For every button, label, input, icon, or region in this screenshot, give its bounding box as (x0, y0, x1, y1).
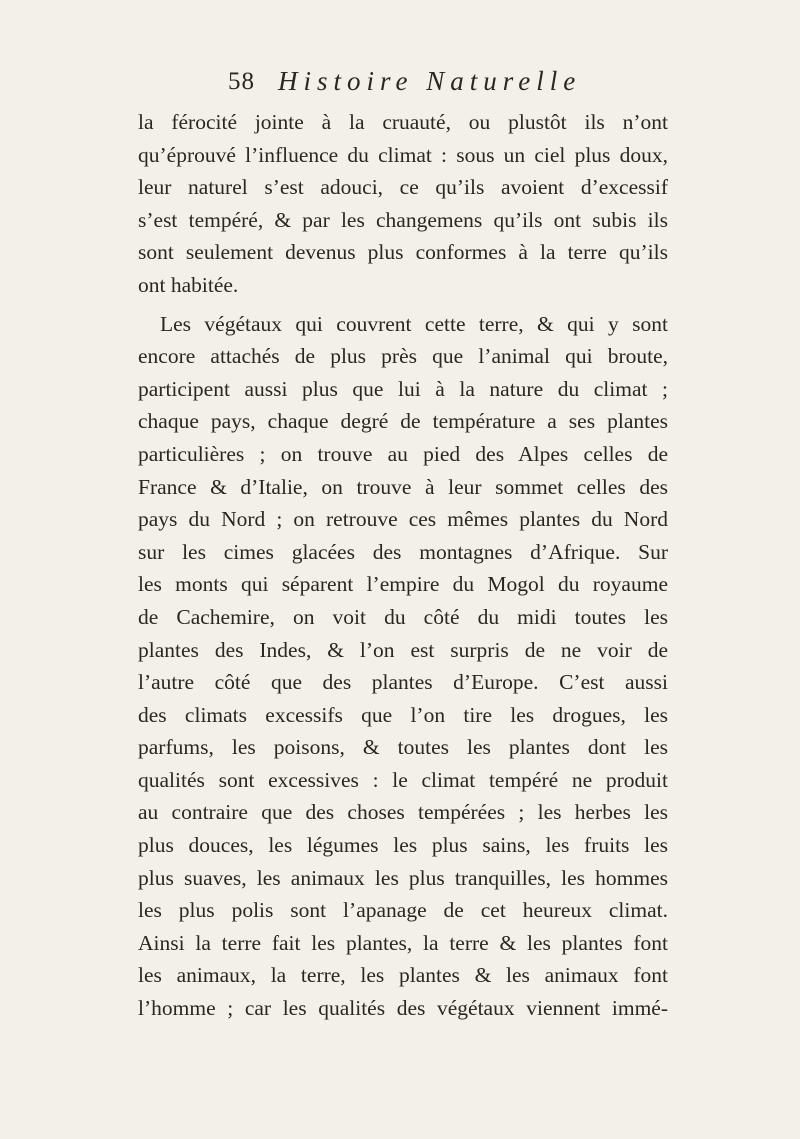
paragraph (138, 308, 668, 1025)
running-title: Histoire Naturelle (278, 66, 582, 96)
text-line: l’homme ; car les qualités des végétaux viennent immé- (138, 996, 668, 1021)
text-line: leur naturel s’est adouci, ce qu’ils avoient d’excessif (138, 175, 668, 200)
text-line: sur les cimes glacées des montagnes d’Afrique. Sur (138, 539, 668, 564)
text-line: chaque pays, chaque degré de température a ses plantes (138, 409, 668, 434)
text-line: encore attachés de plus près que l’animal qui broute, (138, 344, 668, 369)
page-header (228, 66, 668, 106)
text-line: plus suaves, les animaux les plus tranquilles, les hommes (138, 865, 668, 890)
text-line: la férocité jointe à la cruauté, ou plustôt ils n’ont (138, 110, 668, 134)
text-line: au contraire que des choses tempérées ; les herbes les (138, 800, 668, 825)
text-line: qu’éprouvé l’influence du climat : sous un ciel plus doux, (138, 142, 668, 167)
text-line: des climats excessifs que l’on tire les drogues, les (138, 702, 668, 727)
page-number: 58 (228, 68, 255, 95)
text-line: l’autre côté que des plantes d’Europe. C’est aussi (138, 670, 668, 695)
text-line: s’est tempéré, & par les changemens qu’ils ont subis ils (138, 207, 668, 232)
text-line: participent aussi plus que lui à la nature du climat ; (138, 376, 668, 401)
text-line: les monts qui séparent l’empire du Mogol du royaume (138, 572, 668, 597)
text-line: France & d’Italie, on trouve à leur sommet celles des (138, 474, 668, 499)
paragraph (138, 106, 668, 302)
body-text (138, 106, 668, 1025)
text-line: plus douces, les légumes les plus sains, les fruits les (138, 833, 668, 858)
text-line: ont habitée. (138, 272, 239, 297)
text-line: Les végétaux qui couvrent cette terre, & qui y sont (160, 311, 668, 336)
text-line: les plus polis sont l’apanage de cet heureux climat. (138, 898, 668, 923)
text-line: sont seulement devenus plus conformes à la terre qu’ils (138, 240, 668, 265)
text-line: plantes des Indes, & l’on est surpris de ne voir de (138, 637, 668, 662)
text-line: parfums, les poisons, & toutes les plantes dont les (138, 735, 668, 760)
text-line: Ainsi la terre fait les plantes, la terre & les plantes font (138, 930, 668, 955)
text-line: particulières ; on trouve au pied des Alpes celles de (138, 441, 668, 466)
text-line: qualités sont excessives : le climat tempéré ne produit (138, 767, 668, 792)
text-line: les animaux, la terre, les plantes & les animaux font (138, 963, 668, 988)
text-line: de Cachemire, on voit du côté du midi toutes les (138, 604, 668, 629)
text-line: pays du Nord ; on retrouve ces mêmes plantes du Nord (138, 507, 668, 532)
